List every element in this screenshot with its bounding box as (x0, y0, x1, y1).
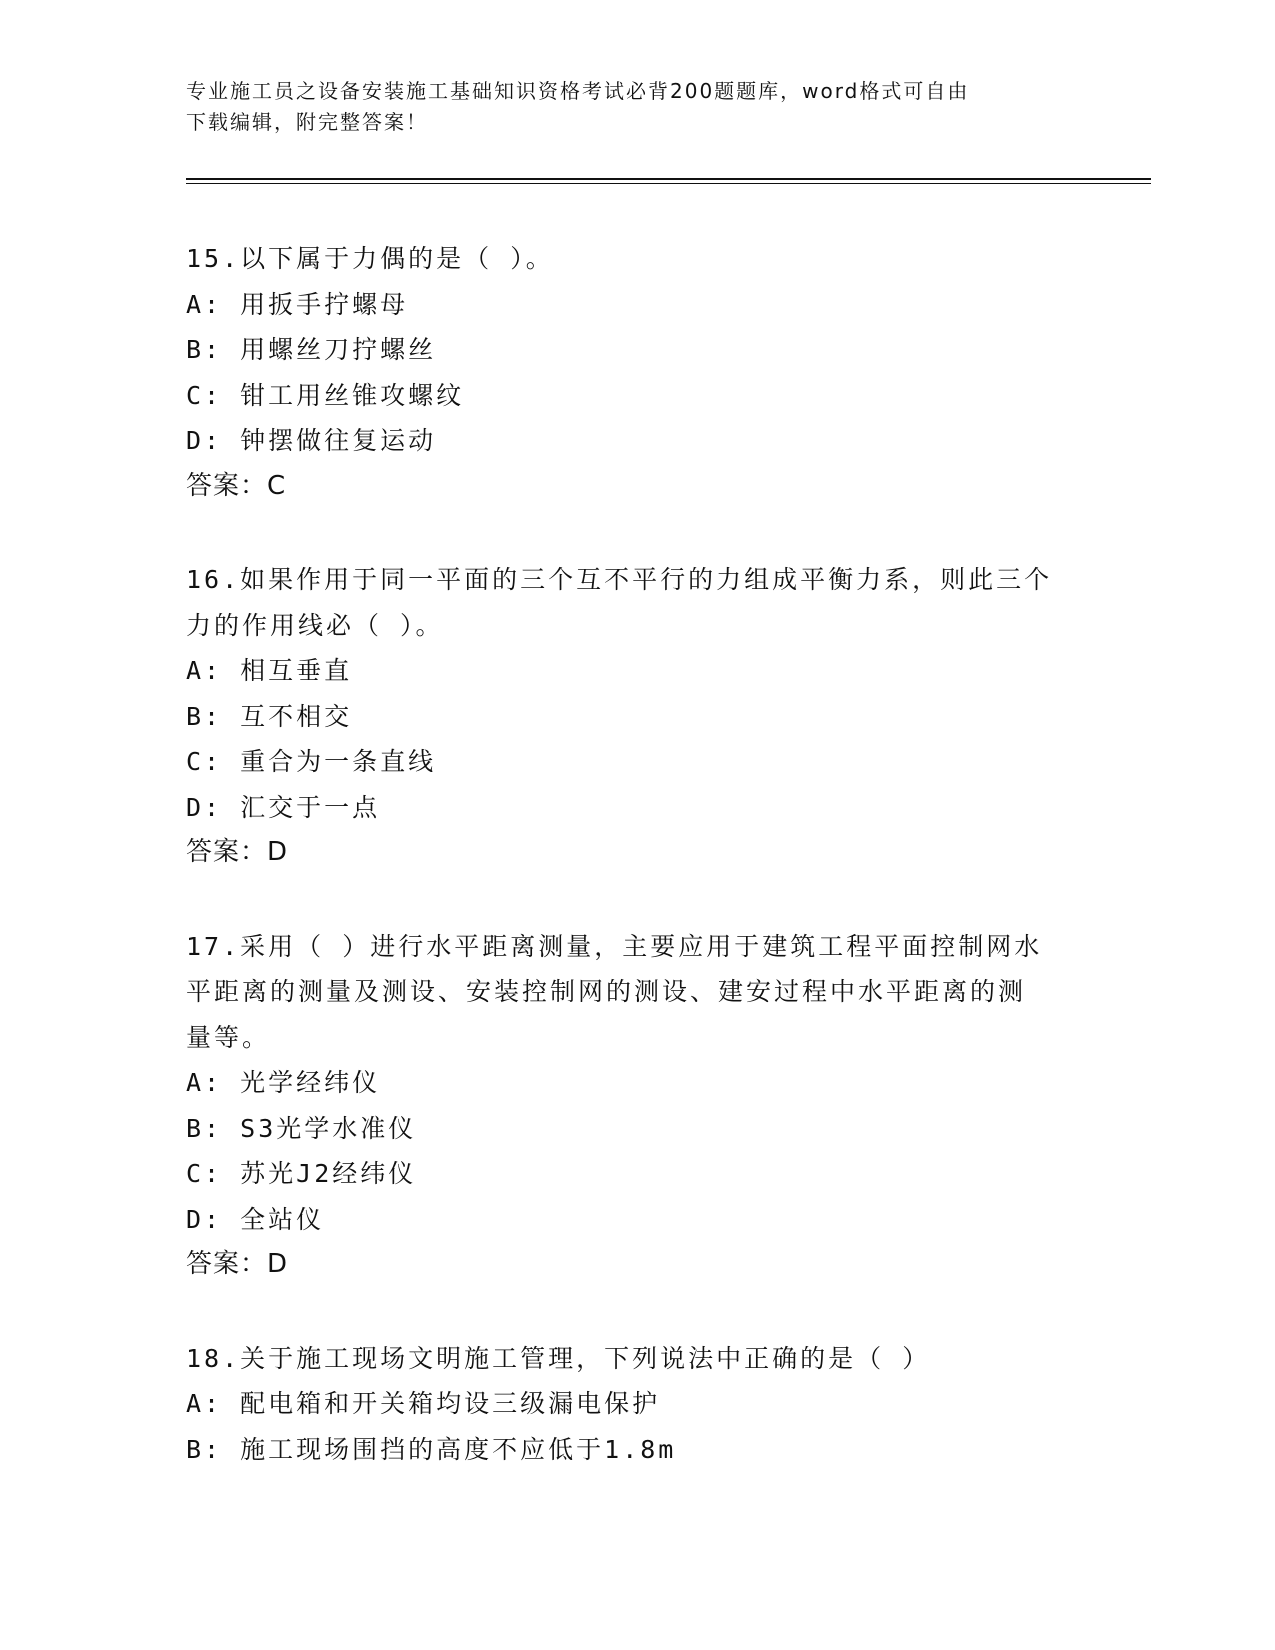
option-d: D: 钟摆做往复运动 (186, 426, 437, 455)
option-d: D: 汇交于一点 (186, 792, 381, 822)
answer: 答案：C (186, 470, 287, 501)
answer: 答案：D (186, 1249, 289, 1279)
document-header (186, 76, 1086, 138)
question-list (186, 236, 1086, 1520)
option-c: C: 钳工用丝锥攻螺纹 (186, 380, 465, 410)
question-stem-continued: 平距离的测量及测设、安装控制网的测设、建安过程中水平距离的测 (186, 977, 1027, 1006)
option-a: A: 配电箱和开关箱均设三级漏电保护 (186, 1389, 661, 1418)
option-b: B: S3光学水准仪 (186, 1113, 417, 1143)
question-18 (186, 1336, 1086, 1473)
option-c: C: 重合为一条直线 (186, 747, 437, 776)
question-stem-continued: 量等。 (186, 1022, 271, 1052)
option-d: D: 全站仪 (186, 1204, 325, 1234)
header-line-1: 专业施工员之设备安装施工基础知识资格考试必背200题题库，word格式可自由 (186, 79, 970, 103)
option-b: B: 施工现场围挡的高度不应低于1.8m (186, 1434, 677, 1464)
option-a: A: 相互垂直 (186, 656, 353, 685)
question-stem-continued: 力的作用线必（ ）。 (186, 610, 444, 640)
answer: 答案：D (186, 837, 289, 867)
header-rule-thick (186, 178, 1151, 180)
question-16 (186, 557, 1086, 876)
question-stem: 16.如果作用于同一平面的三个互不平行的力组成平衡力系，则此三个 (186, 565, 1053, 594)
header-rule-thin (186, 183, 1151, 184)
question-stem: 17.采用（ ）进行水平距离测量，主要应用于建筑工程平面控制网水 (186, 931, 1043, 961)
option-b: B: 互不相交 (186, 701, 353, 731)
option-b: B: 用螺丝刀拧螺丝 (186, 335, 437, 364)
question-stem: 18.关于施工现场文明施工管理，下列说法中正确的是（ ） (186, 1343, 931, 1373)
option-c: C: 苏光J2经纬仪 (186, 1159, 417, 1188)
question-stem: 15.以下属于力偶的是（ ）。 (186, 244, 554, 273)
question-15 (186, 236, 1086, 509)
question-17 (186, 924, 1086, 1288)
option-a: A: 光学经纬仪 (186, 1068, 381, 1097)
option-a: A: 用扳手拧螺母 (186, 289, 409, 319)
header-line-2: 下载编辑，附完整答案！ (186, 110, 428, 134)
